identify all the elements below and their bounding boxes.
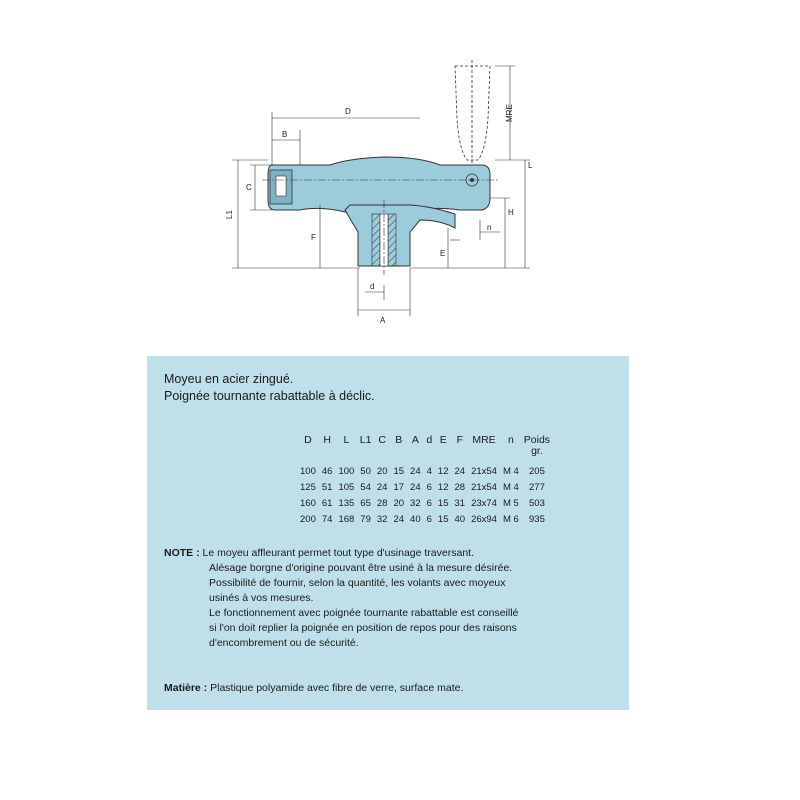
note-line: si l'on doit replier la poignée en position de repos pour des raisons bbox=[209, 622, 517, 634]
table-cell: 160 bbox=[300, 498, 316, 509]
dim-label-bore-d: d bbox=[370, 282, 375, 291]
table-cell: 79 bbox=[360, 514, 371, 525]
table-cell: 12 bbox=[437, 482, 449, 493]
col-header-l: L bbox=[343, 434, 350, 446]
table-cell: 20 bbox=[393, 498, 405, 509]
col-header-e: E bbox=[439, 434, 447, 446]
dim-label-a: A bbox=[380, 316, 386, 325]
table-cell: 100 bbox=[338, 466, 355, 477]
panel-title-line-2: Poignée tournante rabattable à déclic. bbox=[164, 389, 375, 403]
table-cell: 6 bbox=[426, 514, 432, 525]
col-header-n: n bbox=[507, 434, 514, 446]
table-cell: 15 bbox=[437, 498, 449, 509]
col-header-f: F bbox=[456, 434, 463, 446]
table-cell: 61 bbox=[321, 498, 333, 509]
table-cell: M 5 bbox=[502, 498, 519, 509]
note-line: d'encombrement ou de sécurité. bbox=[209, 637, 359, 649]
dimension-table bbox=[297, 435, 552, 528]
spec-panel bbox=[147, 356, 629, 710]
table-cell: 15 bbox=[393, 466, 405, 477]
table-cell: 105 bbox=[338, 482, 355, 493]
col-header-b: B bbox=[395, 434, 403, 446]
table-row bbox=[297, 512, 552, 528]
table-cell: 40 bbox=[410, 514, 421, 525]
note-block bbox=[164, 546, 518, 651]
table-cell: 65 bbox=[360, 498, 371, 509]
table-cell: 4 bbox=[426, 466, 432, 477]
col-header-bore-d: d bbox=[426, 434, 433, 446]
table-cell: 17 bbox=[393, 482, 405, 493]
wheel-body bbox=[262, 157, 500, 275]
dim-label-l: L bbox=[528, 161, 533, 170]
table-row bbox=[297, 496, 552, 512]
dim-label-c: C bbox=[246, 183, 252, 192]
table-cell: 50 bbox=[360, 466, 371, 477]
table-cell: 15 bbox=[437, 514, 449, 525]
table-cell: 31 bbox=[454, 498, 466, 509]
table-cell: 24 bbox=[376, 482, 388, 493]
table-cell: M 6 bbox=[502, 514, 519, 525]
handle-outline bbox=[455, 60, 490, 175]
table-cell: 935 bbox=[529, 514, 545, 525]
table-cell: M 4 bbox=[502, 466, 519, 477]
table-row bbox=[297, 480, 552, 496]
table-cell: 28 bbox=[454, 482, 466, 493]
table-cell: M 4 bbox=[502, 482, 519, 493]
table-cell: 12 bbox=[437, 466, 449, 477]
table-cell: 21x54 bbox=[471, 482, 497, 493]
col-header-poids: Poids gr. bbox=[523, 434, 551, 457]
table-cell: 28 bbox=[376, 498, 388, 509]
table-cell: 20 bbox=[376, 466, 388, 477]
table-cell: 200 bbox=[300, 514, 316, 525]
col-header-l1: L1 bbox=[359, 434, 372, 446]
dim-label-e: E bbox=[440, 249, 446, 258]
table-cell: 21x54 bbox=[471, 466, 497, 477]
table-cell: 135 bbox=[338, 498, 355, 509]
note-line: Alésage borgne d'origine pouvant être usiné à la mesure désirée. bbox=[209, 562, 513, 574]
table-cell: 26x94 bbox=[471, 514, 497, 525]
dim-label-h: H bbox=[508, 208, 514, 217]
note-line: Le fonctionnement avec poignée tournante rabattable est conseillé bbox=[209, 607, 519, 619]
col-header-d: D bbox=[304, 434, 312, 446]
note-label: NOTE : bbox=[164, 547, 200, 559]
table-cell: 125 bbox=[300, 482, 316, 493]
table-cell: 24 bbox=[410, 466, 421, 477]
table-cell: 74 bbox=[321, 514, 333, 525]
table-cell: 6 bbox=[426, 482, 432, 493]
dim-label-b: B bbox=[282, 130, 288, 139]
table-cell: 168 bbox=[338, 514, 355, 525]
table-cell: 503 bbox=[529, 498, 545, 509]
panel-title-line-1: Moyeu en acier zingué. bbox=[164, 372, 294, 386]
note-line: Possibilité de fournir, selon la quantité, les volants avec moyeux bbox=[209, 577, 506, 589]
table-cell: 24 bbox=[410, 482, 421, 493]
col-header-c: C bbox=[378, 434, 386, 446]
table-header-row bbox=[297, 435, 552, 464]
note-line: usinés à vos mesures. bbox=[209, 592, 314, 604]
table-cell: 46 bbox=[321, 466, 333, 477]
table-cell: 32 bbox=[376, 514, 388, 525]
dim-label-d-diameter: D bbox=[345, 107, 351, 116]
table-cell: 100 bbox=[300, 466, 316, 477]
table-cell: 32 bbox=[410, 498, 421, 509]
material-label: Matière : bbox=[164, 682, 208, 694]
material-text: Plastique polyamide avec fibre de verre, surface mate. bbox=[210, 682, 464, 694]
note-line: Le moyeu affleurant permet tout type d'usinage traversant. bbox=[202, 547, 474, 559]
table-cell: 40 bbox=[454, 514, 466, 525]
table-row bbox=[297, 464, 552, 480]
table-cell: 277 bbox=[529, 482, 545, 493]
col-header-h: H bbox=[323, 434, 331, 446]
dim-label-n: n bbox=[487, 223, 492, 232]
table-cell: 54 bbox=[360, 482, 371, 493]
table-cell: 51 bbox=[321, 482, 333, 493]
col-header-a: A bbox=[411, 434, 419, 446]
dim-label-l1: L1 bbox=[225, 210, 234, 219]
table-cell: 205 bbox=[529, 466, 545, 477]
col-header-mre: MRE bbox=[472, 434, 496, 446]
table-cell: 23x74 bbox=[471, 498, 497, 509]
table-cell: 24 bbox=[454, 466, 466, 477]
dim-label-mre: MRE bbox=[505, 104, 514, 122]
dim-label-f: F bbox=[311, 233, 316, 242]
table-cell: 6 bbox=[426, 498, 432, 509]
table-cell: 24 bbox=[393, 514, 405, 525]
technical-drawing bbox=[0, 0, 800, 340]
material-line bbox=[164, 682, 463, 694]
